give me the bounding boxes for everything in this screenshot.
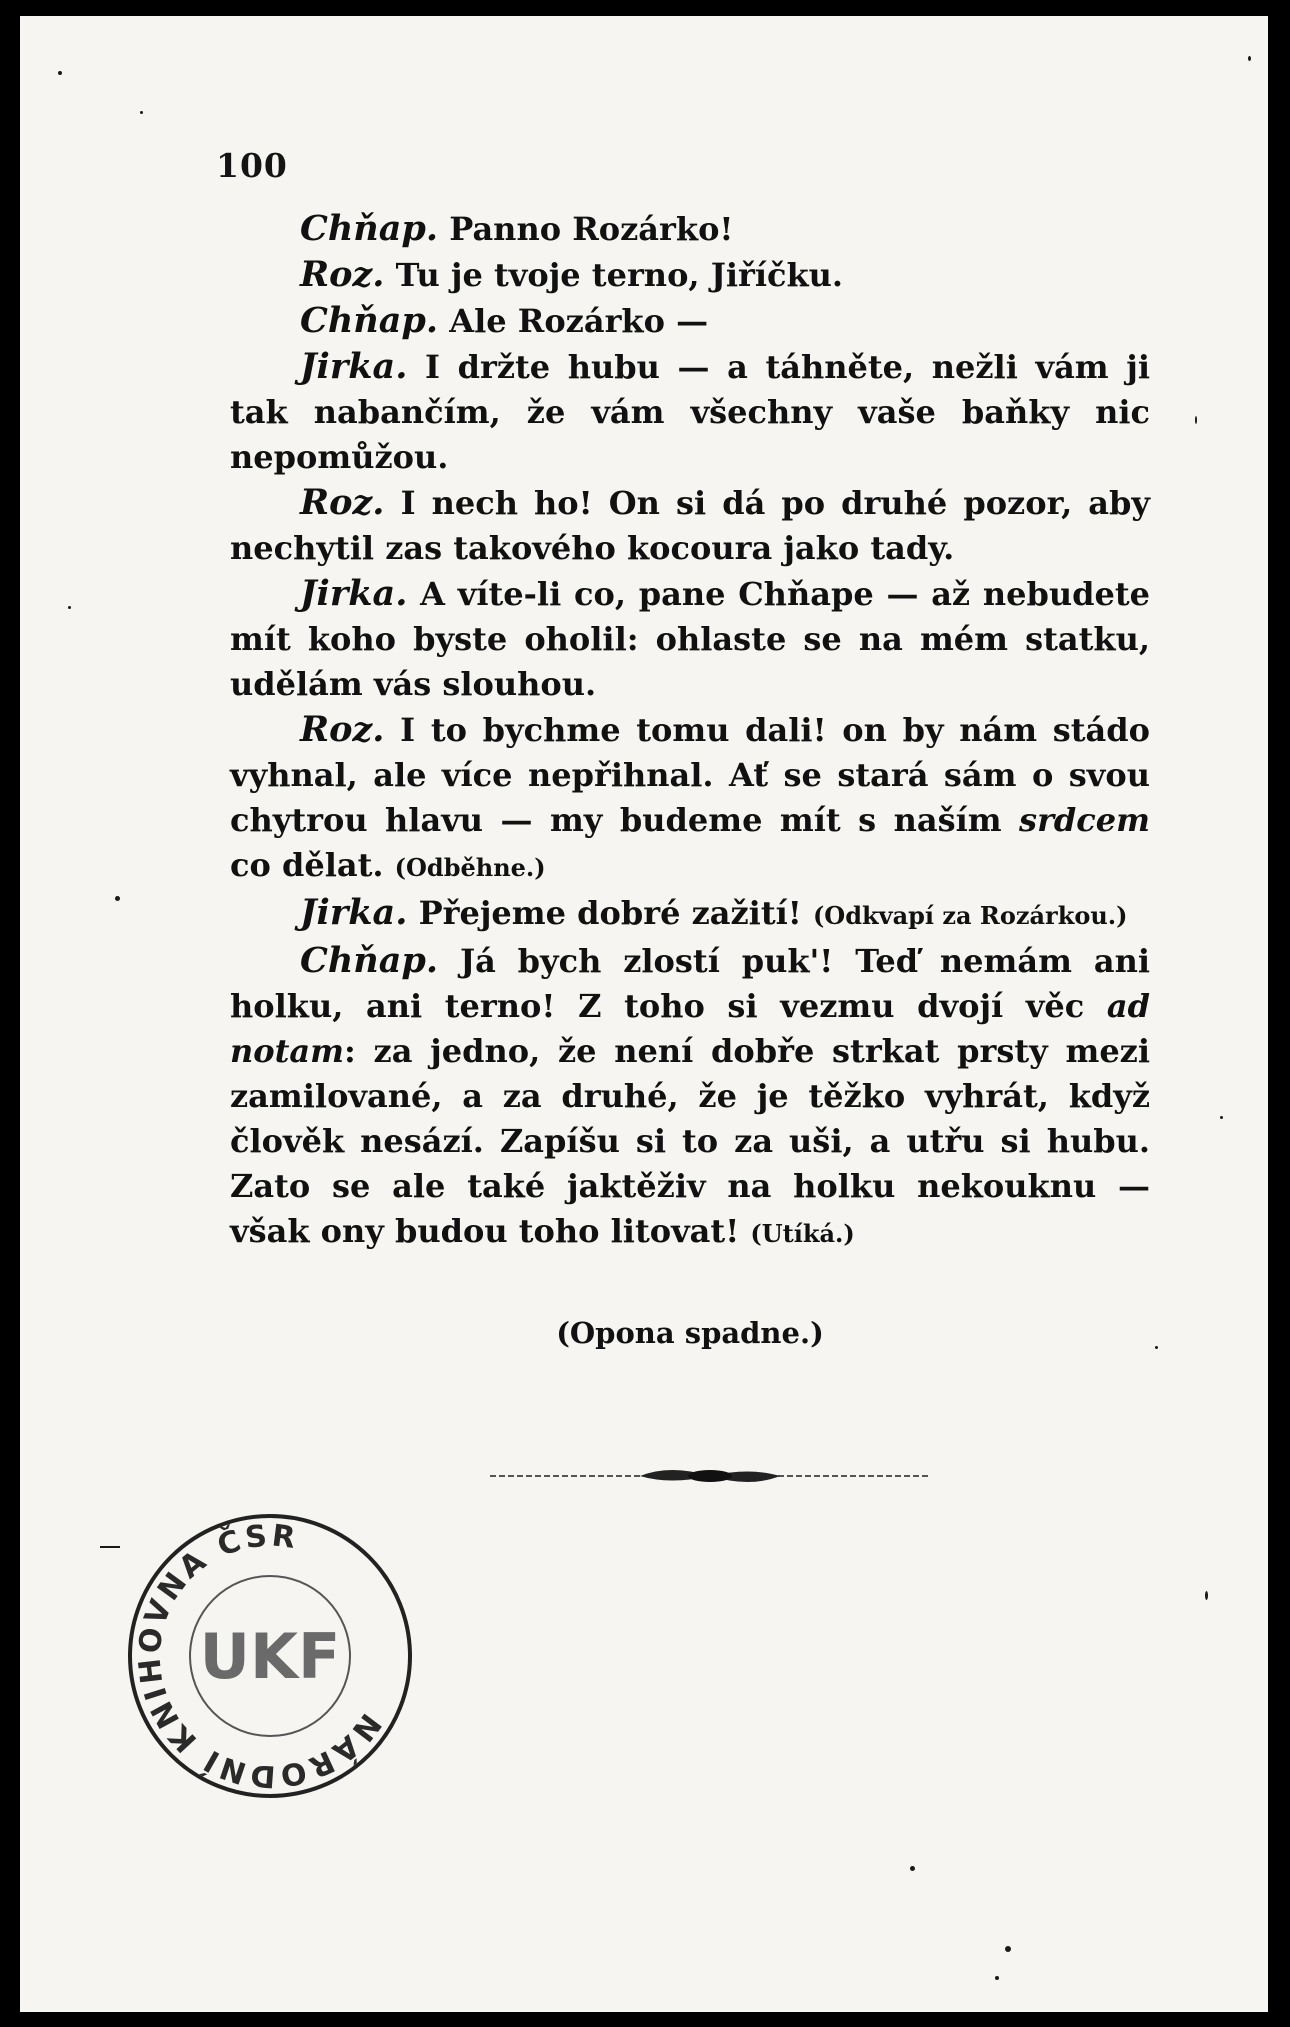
speaker-name: Chňap. — [300, 208, 439, 249]
line-text: I držte hubu — a táhněte, nežli vám ji tak nabančím, že vám všechny vaše baňky nic nepomůžou. — [230, 348, 1150, 476]
speaker-name: Jirka. — [300, 573, 408, 614]
book-page — [20, 16, 1268, 2012]
speaker-name: Jirka. — [300, 346, 408, 387]
dialogue-line — [230, 252, 1150, 298]
dialogue-line — [230, 890, 1150, 938]
speaker-name: Roz. — [300, 482, 385, 523]
dialogue-line — [230, 206, 1150, 252]
play-text — [230, 206, 1150, 1256]
emphasis-text: ad notam — [230, 987, 1150, 1070]
stage-direction: (Odběhne.) — [394, 853, 546, 882]
library-stamp — [120, 1506, 420, 1806]
dialogue-line — [230, 480, 1150, 571]
line-text: Tu je tvoje terno, Jiříčku. — [384, 256, 844, 294]
dialogue-line — [230, 707, 1150, 890]
line-text: Já bych zlostí puk'! Teď nemám ani holku, ani terno! Z toho si vezmu dvojí věc — [230, 942, 1150, 1025]
stamp-ring-text: NÁRODNÍ KNIHOVNA ČSR — [132, 1518, 388, 1794]
emphasis-text: srdcem — [1019, 801, 1150, 839]
line-text: : za jedno, že není dobře strkat prsty mezi zamilované, a za druhé, že je těžko vyhrát, když člověk nesází. Zapíšu si to za uši, a utřu si hubu. Zato se ale také jaktěživ na holku nekouknu — však ony budou toho litovat! — [230, 1032, 1150, 1250]
line-text: Ale Rozárko — — [438, 302, 709, 340]
divider-ornament — [490, 1461, 930, 1491]
line-text: I to bychme tomu dali! on by nám stádo vyhnal, ale více nepřihnal. Ať se stará sám o svou chytrou hlavu — my budeme mít s naším — [230, 711, 1150, 839]
page-number: 100 — [216, 146, 288, 185]
speaker-name: Chňap. — [300, 940, 439, 981]
line-text: I nech ho! On si dá po druhé pozor, aby nechytil zas takového kocoura jako tady. — [230, 484, 1150, 567]
stage-direction: (Utíká.) — [750, 1219, 855, 1248]
line-text: Panno Rozárko! — [438, 210, 734, 248]
dialogue-line — [230, 938, 1150, 1256]
stamp-center-text: UKF — [199, 1620, 341, 1693]
dialogue-line — [230, 298, 1150, 344]
speaker-name: Roz. — [300, 254, 385, 295]
line-text: co dělat. — [230, 846, 395, 884]
line-text: Přejeme dobré zažití! — [407, 894, 813, 932]
speaker-name: Roz. — [300, 709, 385, 750]
dialogue-line — [230, 344, 1150, 480]
speaker-name: Jirka. — [300, 892, 408, 933]
speaker-name: Chňap. — [300, 300, 439, 341]
dialogue-line — [230, 571, 1150, 707]
line-text: A víte-li co, pane Chňape — až nebudete mít koho byste oholil: ohlaste se na mém statku, udělám vás slouhou. — [230, 575, 1150, 703]
stage-direction: (Odkvapí za Rozárkou.) — [812, 901, 1128, 930]
curtain-direction: (Opona spadne.) — [556, 1316, 824, 1350]
